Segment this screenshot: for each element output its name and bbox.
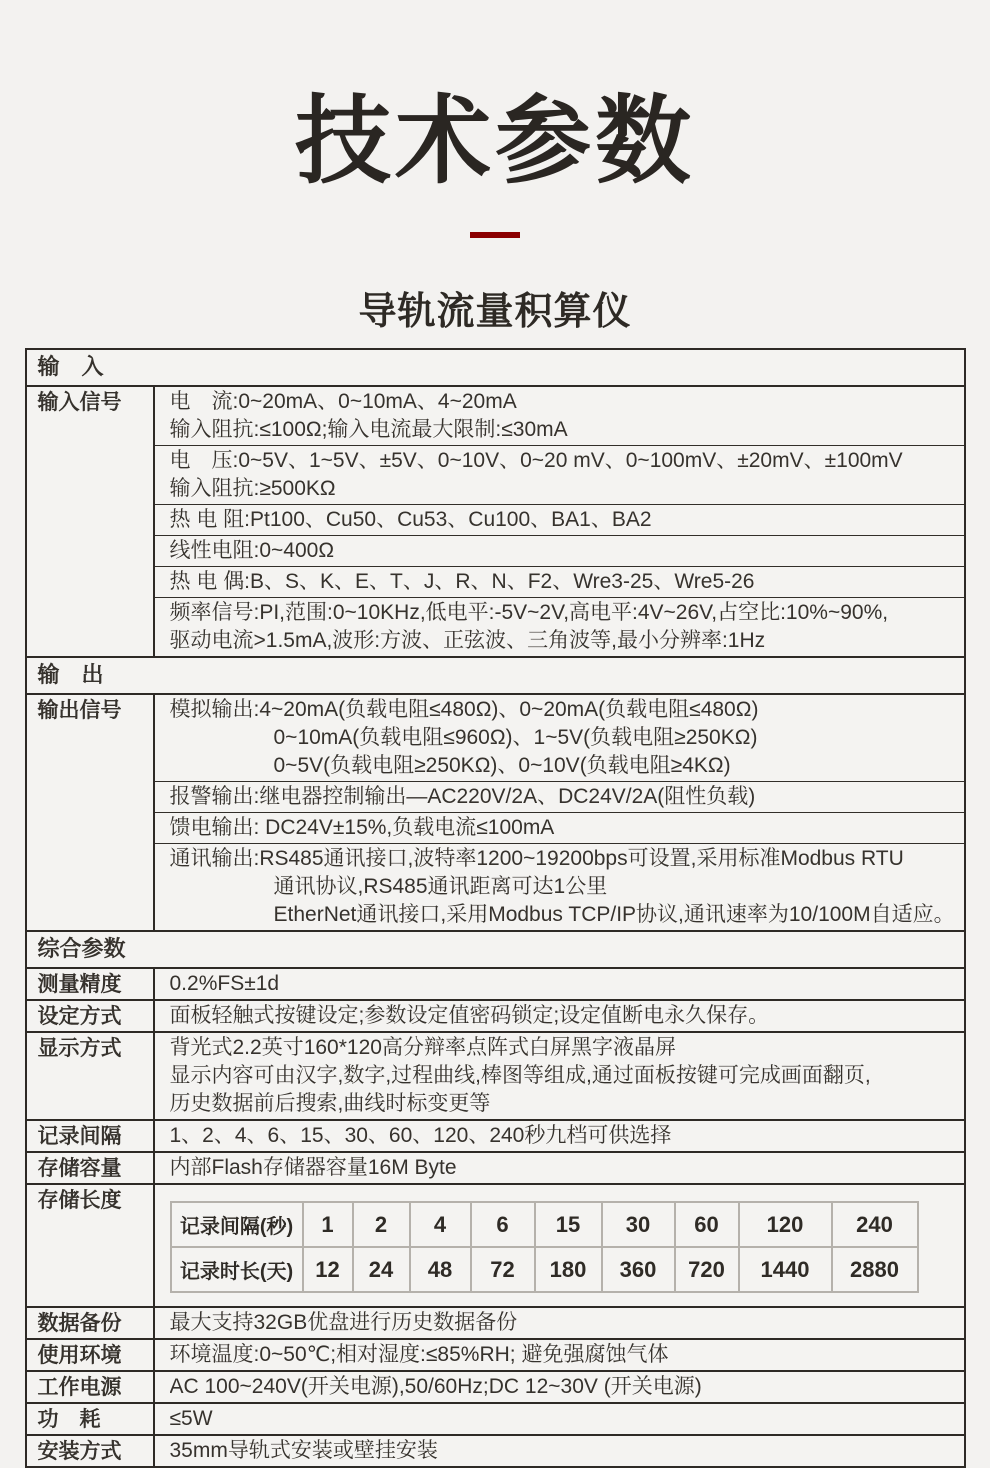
row-label-power-consumption: 功 耗 <box>27 1404 155 1434</box>
spec-line: 输入阻抗:≥500KΩ <box>169 477 336 501</box>
spec-line: 热 电 偶:B、S、K、E、T、J、R、N、F2、Wre3-25、Wre5-26 <box>169 570 755 594</box>
spec-line: 模拟输出:4~20mA(负载电阻≤480Ω)、0~20mA(负载电阻≤480Ω) <box>169 698 759 722</box>
section-header-input: 输 入 <box>37 354 104 380</box>
spec-line: EtherNet通讯接口,采用Modbus TCP/IP协议,通讯速率为10/100M自适应。 <box>273 903 955 927</box>
storage-interval-label: 记录间隔(秒) <box>171 1202 303 1247</box>
storage-duration-cell: 48 <box>410 1247 471 1292</box>
section-header-output: 输 出 <box>27 656 964 693</box>
spec-row-current <box>155 387 964 445</box>
spec-row-storage-capacity <box>27 1151 964 1183</box>
spec-row-power-consumption <box>27 1402 964 1434</box>
storage-duration-cell: 72 <box>471 1247 535 1292</box>
spec-row-analog-output <box>155 695 964 781</box>
spec-row-comm-output <box>155 843 964 930</box>
output-signal-group <box>27 693 964 930</box>
spec-row-record-interval <box>27 1119 964 1151</box>
spec-row-installation <box>27 1434 964 1466</box>
row-label-setting: 设定方式 <box>27 1001 155 1031</box>
storage-interval-cell: 4 <box>410 1202 471 1247</box>
spec-table <box>25 348 966 1468</box>
spec-line: 内部Flash存储器容量16M Byte <box>169 1156 457 1180</box>
storage-interval-cell: 240 <box>832 1202 918 1247</box>
spec-line: 历史数据前后搜索,曲线时标变更等 <box>169 1092 491 1116</box>
spec-line: 显示内容可由汉字,数字,过程曲线,棒图等组成,通过面板按键可完成画面翻页, <box>169 1064 871 1088</box>
storage-interval-cell: 120 <box>739 1202 832 1247</box>
storage-interval-row <box>171 1202 918 1247</box>
spec-line: 电 压:0~5V、1~5V、±5V、0~10V、0~20 mV、0~100mV、±20mV、±100mV <box>169 449 903 473</box>
storage-duration-row <box>171 1247 918 1292</box>
storage-interval-cell: 2 <box>353 1202 410 1247</box>
storage-interval-cell: 15 <box>535 1202 602 1247</box>
storage-interval-cell: 1 <box>303 1202 353 1247</box>
spec-row-power-supply <box>27 1370 964 1402</box>
spec-line: 面板轻触式按键设定;参数设定值密码锁定;设定值断电永久保存。 <box>169 1004 770 1028</box>
spec-row-linear-resistance <box>155 535 964 566</box>
spec-line: 1、2、4、6、15、30、60、120、240秒九档可供选择 <box>169 1124 672 1148</box>
spec-row-voltage <box>155 445 964 504</box>
spec-row-environment <box>27 1338 964 1370</box>
spec-line: ≤5W <box>169 1407 213 1431</box>
spec-line: 输入阻抗:≤100Ω;输入电流最大限制:≤30mA <box>169 418 568 442</box>
spec-line: 背光式2.2英寸160*120高分辩率点阵式白屏黑字液晶屏 <box>169 1036 676 1060</box>
spec-row-accuracy <box>27 967 964 999</box>
spec-line: 通讯协议,RS485通讯距离可达1公里 <box>273 875 608 899</box>
storage-duration-cell: 12 <box>303 1247 353 1292</box>
storage-duration-cell: 360 <box>602 1247 675 1292</box>
spec-line: 35mm导轨式安装或壁挂安装 <box>169 1439 438 1463</box>
storage-interval-cell: 30 <box>602 1202 675 1247</box>
spec-row-thermocouple <box>155 566 964 597</box>
row-label-power-supply: 工作电源 <box>27 1372 155 1402</box>
row-label-storage-length: 存储长度 <box>27 1185 155 1306</box>
spec-line: 驱动电流>1.5mA,波形:方波、正弦波、三角波等,最小分辨率:1Hz <box>169 629 766 653</box>
page-title: 技术参数 <box>295 88 695 195</box>
input-signal-group <box>27 385 964 656</box>
spec-line: 最大支持32GB优盘进行历史数据备份 <box>169 1311 518 1335</box>
row-label-output-signal: 输出信号 <box>27 695 155 930</box>
spec-row-storage-length <box>27 1183 964 1306</box>
spec-row-feed-output <box>155 812 964 843</box>
row-label-environment: 使用环境 <box>27 1340 155 1370</box>
row-label-data-backup: 数据备份 <box>27 1308 155 1338</box>
spec-row-data-backup <box>27 1306 964 1338</box>
storage-duration-cell: 24 <box>353 1247 410 1292</box>
output-signal-content <box>155 695 964 930</box>
storage-duration-cell: 720 <box>675 1247 739 1292</box>
spec-line: 0~10mA(负载电阻≤960Ω)、1~5V(负载电阻≥250KΩ) <box>273 726 758 750</box>
storage-interval-cell: 6 <box>471 1202 535 1247</box>
storage-duration-cell: 1440 <box>739 1247 832 1292</box>
spec-row-setting <box>27 999 964 1031</box>
spec-line: 电 流:0~20mA、0~10mA、4~20mA <box>169 390 517 414</box>
spec-line: 环境温度:0~50℃;相对湿度:≤85%RH; 避免强腐蚀气体 <box>169 1343 669 1367</box>
storage-duration-cell: 2880 <box>832 1247 918 1292</box>
spec-line: 馈电输出: DC24V±15%,负载电流≤100mA <box>169 816 555 840</box>
spec-row-display <box>27 1031 964 1119</box>
spec-row-frequency <box>155 597 964 656</box>
spec-row-rtd <box>155 504 964 535</box>
spec-line: 线性电阻:0~400Ω <box>169 539 335 563</box>
spec-line: 热 电 阻:Pt100、Cu50、Cu53、Cu100、BA1、BA2 <box>169 508 652 532</box>
spec-line: 频率信号:PI,范围:0~10KHz,低电平:-5V~2V,高电平:4V~26V,占空比:10%~90%, <box>169 601 889 625</box>
row-label-record-interval: 记录间隔 <box>27 1121 155 1151</box>
row-label-display: 显示方式 <box>27 1033 155 1119</box>
row-label-storage-capacity: 存储容量 <box>27 1153 155 1183</box>
spec-line: AC 100~240V(开关电源),50/60Hz;DC 12~30V (开关电源) <box>169 1375 702 1399</box>
input-signal-content <box>155 387 964 656</box>
row-label-installation: 安装方式 <box>27 1436 155 1466</box>
spec-line: 0~5V(负载电阻≥250KΩ)、0~10V(负载电阻≥4KΩ) <box>273 754 731 778</box>
product-subtitle: 导轨流量积算仪 <box>358 290 632 333</box>
spec-row-alarm-output <box>155 781 964 812</box>
row-label-input-signal: 输入信号 <box>27 387 155 656</box>
spec-line: 0.2%FS±1d <box>169 972 280 996</box>
storage-length-table <box>170 1201 919 1293</box>
spec-line: 报警输出:继电器控制输出—AC220V/2A、DC24V/2A(阻性负载) <box>169 785 756 809</box>
storage-duration-label: 记录时长(天) <box>171 1247 303 1292</box>
section-header-general: 综合参数 <box>27 930 964 967</box>
storage-interval-cell: 60 <box>675 1202 739 1247</box>
storage-duration-cell: 180 <box>535 1247 602 1292</box>
spec-line: 通讯输出:RS485通讯接口,波特率1200~19200bps可设置,采用标准Modbus RTU <box>169 847 904 871</box>
row-label-accuracy: 测量精度 <box>27 969 155 999</box>
